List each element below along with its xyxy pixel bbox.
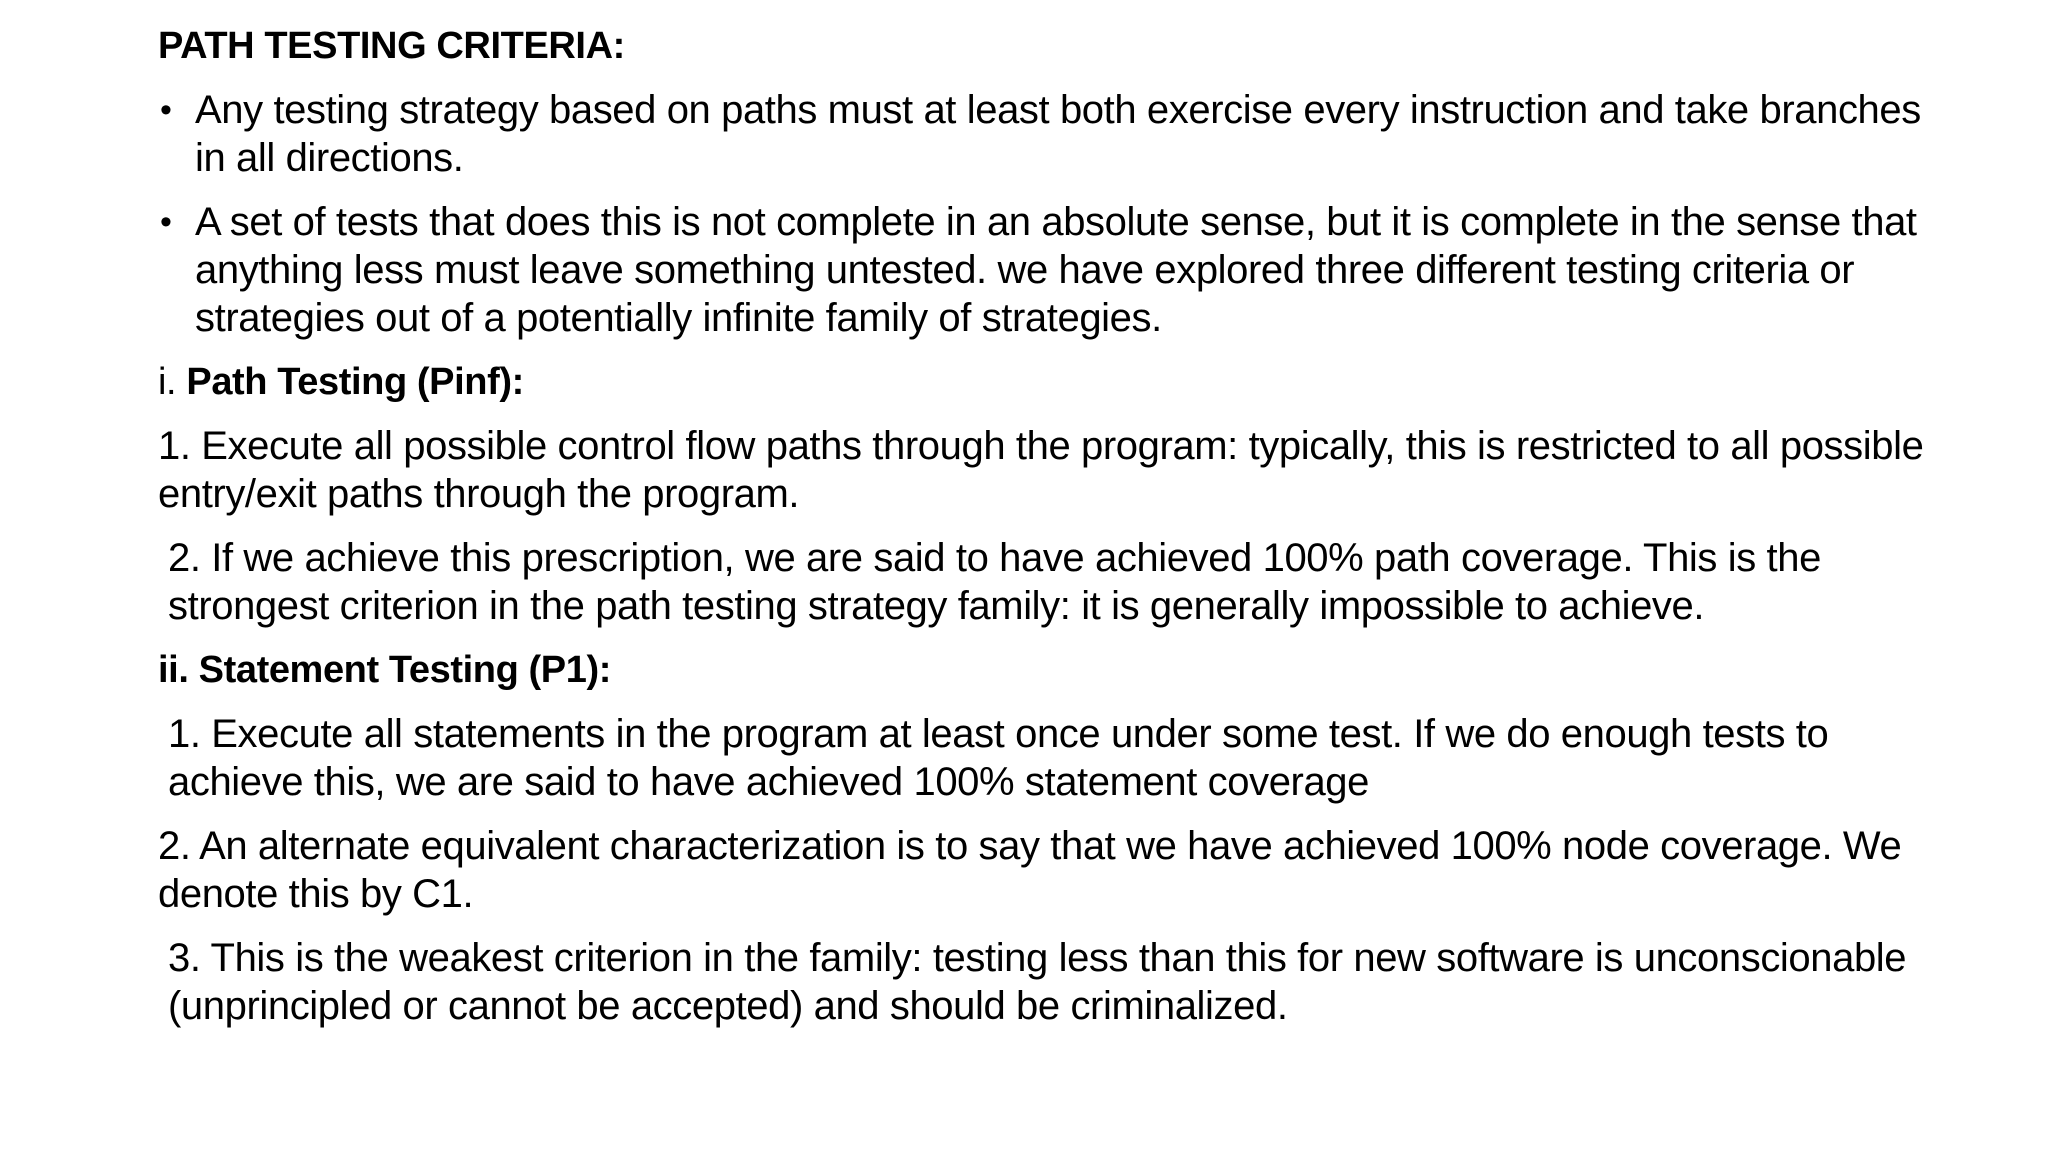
slide-content xyxy=(158,22,1958,1030)
statement-testing-item-3: 3. This is the weakest criterion in the family: testing less than this for new software is unconscionable (unprincipled or cannot be accepted) and should be criminalized. xyxy=(168,936,1907,1028)
statement-testing-item-2: 2. An alternate equivalent characterization is to say that we have achieved 100% node coverage. We denote this by C1. xyxy=(158,824,1902,916)
bullet-text: Any testing strategy based on paths must at least both exercise every instruction and take branches in all directions. xyxy=(195,88,1921,180)
bullet-text: A set of tests that does this is not complete in an absolute sense, but it is complete in the sense that anything less must leave something untested. we have explored three different testing criteria or strategies out of a potentially infinite family of strategies. xyxy=(195,200,1917,340)
bullet-item xyxy=(158,198,1958,342)
bullet-item xyxy=(158,86,1958,182)
bullet-dot-icon: • xyxy=(160,203,172,241)
bullet-dot-icon: • xyxy=(160,91,172,129)
statement-testing-item-1: 1. Execute all statements in the program at least once under some test. If we do enough tests to achieve this, we are said to have achieved 100% statement coverage xyxy=(168,712,1829,804)
slide-heading: PATH TESTING CRITERIA: xyxy=(158,25,625,67)
path-testing-item-1: 1. Execute all possible control flow paths through the program: typically, this is restricted to all possible entry/exit paths through the program. xyxy=(158,424,1924,516)
section-title: ii. Statement Testing (P1): xyxy=(158,649,611,691)
section-prefix: i. xyxy=(158,361,177,403)
section-heading-statement-testing xyxy=(158,646,1958,694)
path-testing-item-2: 2. If we achieve this prescription, we are said to have achieved 100% path coverage. This is the strongest criterion in the path testing strategy family: it is generally impossible to achieve. xyxy=(168,536,1821,628)
section-title: Path Testing (Pinf): xyxy=(186,361,524,403)
section-heading-path-testing xyxy=(158,358,1958,406)
